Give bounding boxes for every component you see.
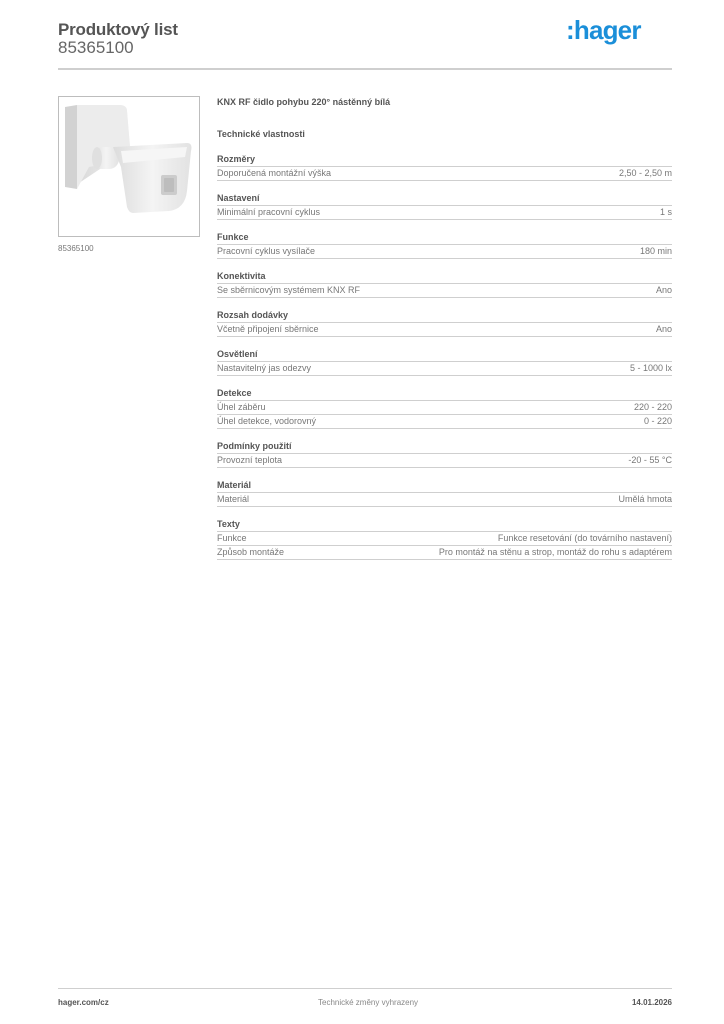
footer-divider bbox=[58, 988, 672, 989]
hager-logo: :hager bbox=[566, 15, 641, 45]
spec-value: Ano bbox=[655, 285, 672, 295]
spec-value: 220 - 220 bbox=[633, 402, 672, 412]
spec-row bbox=[217, 206, 672, 220]
spec-label: Doporučená montážní výška bbox=[217, 168, 332, 178]
spec-label: Provozní teplota bbox=[217, 455, 283, 465]
section-heading: Funkce bbox=[217, 231, 672, 245]
footer-website-link[interactable]: hager.com/cz bbox=[58, 998, 109, 1007]
spec-label: Úhel záběru bbox=[217, 402, 266, 412]
spec-row bbox=[217, 362, 672, 376]
section-heading: Nastavení bbox=[217, 192, 672, 206]
product-image bbox=[58, 96, 200, 237]
footer-disclaimer: Technické změny vyhrazeny bbox=[318, 998, 419, 1007]
spec-section-texts bbox=[217, 518, 672, 560]
spec-row bbox=[217, 415, 672, 429]
spec-section-settings bbox=[217, 192, 672, 220]
spec-section-delivery-scope bbox=[217, 309, 672, 337]
spec-section-dimensions bbox=[217, 153, 672, 181]
specification-content bbox=[217, 96, 672, 571]
spec-label: Nastavitelný jas odezvy bbox=[217, 363, 312, 373]
product-number: 85365100 bbox=[58, 38, 134, 57]
section-heading: Konektivita bbox=[217, 270, 672, 284]
spec-value: 2,50 - 2,50 m bbox=[618, 168, 672, 178]
spec-value: Ano bbox=[655, 324, 672, 334]
spec-row bbox=[217, 323, 672, 337]
spec-label: Pracovní cyklus vysílače bbox=[217, 246, 316, 256]
spec-label: Materiál bbox=[217, 494, 250, 504]
motion-sensor-illustration bbox=[59, 97, 199, 236]
section-heading: Rozsah dodávky bbox=[217, 309, 672, 323]
spec-value: 1 s bbox=[659, 207, 672, 217]
spec-label: Úhel detekce, vodorovný bbox=[217, 416, 317, 426]
section-heading: Detekce bbox=[217, 387, 672, 401]
spec-label: Včetně připojení sběrnice bbox=[217, 324, 319, 334]
spec-value: Pro montáž na stěnu a strop, montáž do rohu s adaptérem bbox=[438, 547, 672, 557]
spec-label: Se sběrnicovým systémem KNX RF bbox=[217, 285, 361, 295]
spec-row bbox=[217, 167, 672, 181]
section-heading: Texty bbox=[217, 518, 672, 532]
spec-section-function bbox=[217, 231, 672, 259]
spec-value: Umělá hmota bbox=[618, 494, 672, 504]
spec-row bbox=[217, 532, 672, 546]
product-name: KNX RF čidlo pohybu 220° nástěnný bílá bbox=[217, 97, 391, 107]
spec-section-operating-conditions bbox=[217, 440, 672, 468]
spec-label: Způsob montáže bbox=[217, 547, 285, 557]
footer-date: 14.01.2026 bbox=[631, 998, 672, 1007]
spec-row bbox=[217, 245, 672, 259]
spec-value: 5 - 1000 lx bbox=[629, 363, 672, 373]
spec-value: Funkce resetování (do továrního nastavení) bbox=[497, 533, 672, 543]
spec-value: 0 - 220 bbox=[643, 416, 672, 426]
spec-section-lighting bbox=[217, 348, 672, 376]
spec-section-detection bbox=[217, 387, 672, 429]
spec-label: Funkce bbox=[217, 533, 247, 543]
spec-row bbox=[217, 546, 672, 560]
section-heading: Rozměry bbox=[217, 153, 672, 167]
spec-label: Minimální pracovní cyklus bbox=[217, 207, 321, 217]
spec-section-material bbox=[217, 479, 672, 507]
spec-value: -20 - 55 °C bbox=[628, 455, 672, 465]
section-heading: Podmínky použití bbox=[217, 440, 672, 454]
spec-value: 180 min bbox=[639, 246, 672, 256]
section-heading: Osvětlení bbox=[217, 348, 672, 362]
spec-row bbox=[217, 493, 672, 507]
page-title: Produktový list bbox=[58, 20, 178, 39]
header-divider bbox=[58, 68, 672, 70]
product-image-caption: 85365100 bbox=[58, 244, 94, 253]
spec-section-connectivity bbox=[217, 270, 672, 298]
spec-row bbox=[217, 454, 672, 468]
section-heading: Materiál bbox=[217, 479, 672, 493]
spec-row bbox=[217, 284, 672, 298]
technical-properties-heading: Technické vlastnosti bbox=[217, 129, 305, 139]
spec-row bbox=[217, 401, 672, 415]
